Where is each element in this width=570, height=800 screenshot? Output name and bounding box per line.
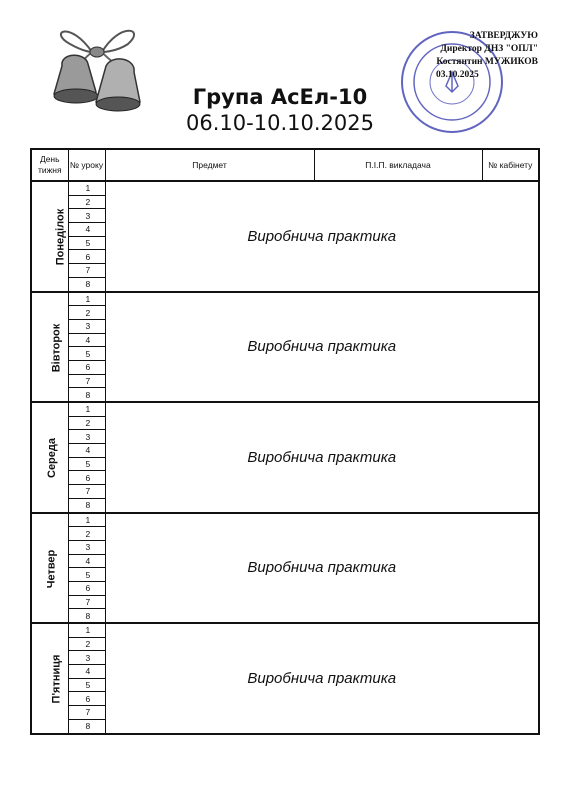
subject-cell: Виробнича практика	[105, 513, 539, 624]
lesson-number: 2	[68, 637, 105, 651]
day-label: Вівторок	[50, 323, 63, 373]
lesson-number: 7	[68, 374, 105, 388]
lesson-number: 2	[68, 306, 105, 320]
lesson-number: 6	[68, 471, 105, 485]
lesson-number: 4	[68, 333, 105, 347]
lesson-number: 3	[68, 430, 105, 444]
lesson-number: 7	[68, 485, 105, 499]
lesson-number: 8	[68, 277, 105, 291]
lesson-number: 7	[68, 706, 105, 720]
subject-cell: Виробнича практика	[105, 623, 539, 734]
day-label: Четвер	[45, 549, 58, 589]
day-cell	[31, 623, 68, 734]
lesson-number: 2	[68, 416, 105, 430]
column-header: Предмет	[105, 149, 314, 181]
approval-date: 03.10.2025	[436, 70, 479, 80]
lesson-number: 2	[68, 195, 105, 209]
approval-block	[428, 30, 538, 82]
lesson-number: 3	[68, 209, 105, 223]
lesson-number: 6	[68, 692, 105, 706]
lesson-number: 2	[68, 527, 105, 541]
schedule-table	[30, 148, 540, 735]
subject-cell: Виробнича практика	[105, 292, 539, 403]
lesson-number: 4	[68, 444, 105, 458]
lesson-number: 1	[68, 402, 105, 416]
day-cell	[31, 402, 68, 513]
lesson-number: 5	[68, 568, 105, 582]
lesson-number: 6	[68, 360, 105, 374]
lesson-number: 6	[68, 250, 105, 264]
subject-cell: Виробнича практика	[105, 181, 539, 292]
lesson-number: 8	[68, 719, 105, 733]
column-header: № уроку	[68, 149, 105, 181]
bells-icon	[40, 22, 160, 114]
approval-name: Костянтин МУЖИКОВ	[436, 57, 538, 67]
lesson-number: 1	[68, 292, 105, 306]
column-header: День тижня	[31, 149, 68, 181]
subject-cell: Виробнича практика	[105, 402, 539, 513]
column-header: № кабінету	[482, 149, 539, 181]
table-row	[31, 513, 539, 527]
approval-heading: ЗАТВЕРДЖУЮ	[469, 31, 538, 41]
day-label: Понеділок	[54, 209, 67, 266]
table-row	[31, 402, 539, 416]
lesson-number: 1	[68, 623, 105, 637]
lesson-number: 4	[68, 554, 105, 568]
lesson-number: 7	[68, 595, 105, 609]
week-dates: 06.10-10.10.2025	[186, 111, 374, 135]
lesson-number: 3	[68, 651, 105, 665]
lesson-number: 8	[68, 609, 105, 623]
table-row	[31, 181, 539, 195]
day-label: П'ятниця	[50, 654, 63, 704]
lesson-number: 7	[68, 264, 105, 278]
approval-position: Директор ДНЗ "ОПЛ"	[440, 44, 538, 54]
lesson-number: 8	[68, 498, 105, 512]
lesson-number: 1	[68, 513, 105, 527]
title-block	[170, 84, 390, 136]
lesson-number: 4	[68, 223, 105, 237]
table-row	[31, 292, 539, 306]
day-cell	[31, 181, 68, 292]
table-row	[31, 623, 539, 637]
lesson-number: 5	[68, 678, 105, 692]
schedule-body	[31, 181, 539, 734]
table-header-row	[31, 149, 539, 181]
lesson-number: 4	[68, 665, 105, 679]
day-label: Середа	[46, 438, 58, 479]
group-title: Група АсЕл-10	[192, 85, 368, 109]
lesson-number: 5	[68, 347, 105, 361]
lesson-number: 3	[68, 319, 105, 333]
lesson-number: 5	[68, 236, 105, 250]
day-cell	[31, 513, 68, 624]
lesson-number: 6	[68, 581, 105, 595]
lesson-number: 3	[68, 540, 105, 554]
lesson-number: 5	[68, 457, 105, 471]
lesson-number: 8	[68, 388, 105, 402]
lesson-number: 1	[68, 181, 105, 195]
day-cell	[31, 292, 68, 403]
column-header: П.І.П. викладача	[314, 149, 482, 181]
